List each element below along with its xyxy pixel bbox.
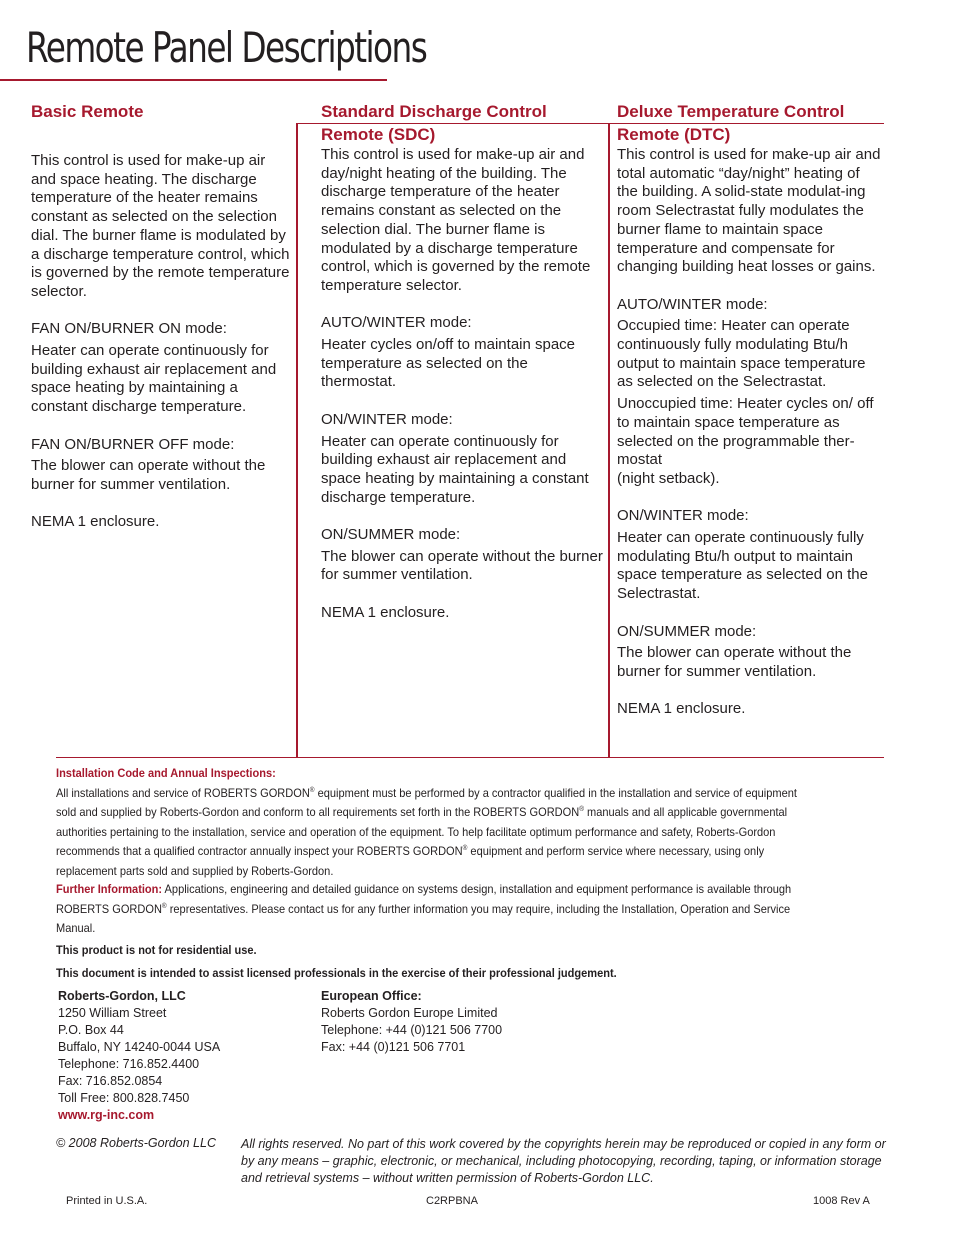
dtc-remote-heading: Deluxe Temperature Control xyxy=(617,102,845,121)
address-line: Toll Free: 800.828.7450 xyxy=(58,1091,190,1105)
us-office-address xyxy=(58,988,220,1124)
residential-notice: This product is not for residential use. xyxy=(56,943,257,957)
mode-label: AUTO/WINTER mode: xyxy=(321,314,472,332)
further-information-heading: Further Information: xyxy=(56,882,163,896)
sdc-remote-heading-line2: Remote (SDC) xyxy=(321,125,436,144)
sdc-remote-intro: This control is used for make-up air and day/night heating of the building. The discharge temperature of the heater remains constant as selected on the selection dial. The burner flame is modulated by a discharge temperature control, which is governed by the remote temperature selector. xyxy=(321,146,591,294)
enclosure-note: NEMA 1 enclosure. xyxy=(321,603,450,621)
sdc-remote-heading: Standard Discharge Control xyxy=(321,102,547,121)
basic-remote-column xyxy=(31,100,293,532)
columns-bottom-rule xyxy=(56,757,884,758)
installation-section xyxy=(56,764,820,881)
page-title: Remote Panel Descriptions xyxy=(26,23,427,72)
mode-text: The blower can operate without the burner for summer ventilation. xyxy=(321,547,603,584)
dtc-remote-heading-line2: Remote (DTC) xyxy=(617,125,731,144)
address-line: Fax: 716.852.0854 xyxy=(58,1074,163,1088)
document-code: C2RPBNA xyxy=(426,1195,478,1207)
mode-text: Heater can operate continuously for building exhaust air replacement and space heating by maintaining a constant discharge temperature. xyxy=(31,342,277,416)
us-office-name: Roberts-Gordon, LLC xyxy=(58,989,186,1003)
address-line: Buffalo, NY 14240-0044 USA xyxy=(58,1040,221,1054)
mode-label: ON/SUMMER mode: xyxy=(617,622,757,640)
sdc-remote-column xyxy=(321,100,605,623)
mode-text: The blower can operate without the burner for summer ventilation. xyxy=(31,457,266,493)
address-line: 1250 William Street xyxy=(58,1006,167,1020)
unoccupied-time-text: Unoccupied time: Heater cycles on/ off to maintain space temperature as selected on the programmable ther-mostat xyxy=(617,395,874,469)
dtc-remote-intro: This control is used for make-up air and total automatic “day/night” heating of the building. A solid-state modulat-ing room Selectrastat fully modulates the burner flame to maintain space temperature and compensate for changing building heat losses or gains. xyxy=(617,146,881,276)
column-divider-1 xyxy=(296,123,298,757)
mode-text: Heater cycles on/off to maintain space temperature as selected on the thermostat. xyxy=(321,336,576,391)
night-setback-note: (night setback). xyxy=(617,469,720,487)
basic-remote-intro: This control is used for make-up air and space heating. The discharge temperature of the heater remains constant as selected on the selection dial. The burner flame is modulated by a discharge temperature control, which is governed by the remote temperature selector. xyxy=(31,152,290,300)
occupied-time-text: Occupied time: Heater can operate continuously fully modulating Btu/h output to maintain space temperature as selected on the Selectrastat. xyxy=(617,317,866,391)
mode-label: FAN ON/BURNER OFF mode: xyxy=(31,435,235,453)
eu-office-name: European Office: xyxy=(321,989,422,1003)
mode-label: AUTO/WINTER mode: xyxy=(617,295,768,313)
address-line: Telephone: 716.852.4400 xyxy=(58,1057,200,1071)
further-information-text: Applications, engineering and detailed guidance on systems design, installation and equipment performance is available through ROBERTS GORDON xyxy=(56,882,792,916)
further-information-section: Further Information: Applications, engineering and detailed guidance on systems design, installation and equipment performance is available through ROBERTS GORDON® representatives. Please contact us for any further information you may require, including the Installation, Operation and Service Manual. xyxy=(56,882,792,935)
rights-reserved-text: All rights reserved. No part of this work covered by the copyrights herein may be reproduced or copied in any form or by any means – graphic, electronic, or mechanical, including photocopying, recording, taping, or information storage and retrieval systems – without written permission of Roberts-Gordon LLC. xyxy=(241,1137,886,1185)
mode-label: ON/WINTER mode: xyxy=(321,410,453,428)
basic-remote-heading: Basic Remote xyxy=(31,102,144,121)
eu-office-address xyxy=(321,988,502,1056)
enclosure-note: NEMA 1 enclosure. xyxy=(617,700,746,718)
mode-label: ON/WINTER mode: xyxy=(617,507,749,525)
mode-text: The blower can operate without the burner for summer ventilation. xyxy=(617,644,852,680)
enclosure-note: NEMA 1 enclosure. xyxy=(31,513,160,531)
copyright-notice: © 2008 Roberts-Gordon LLC xyxy=(56,1136,216,1150)
mode-text: Heater can operate continuously fully modulating Btu/h output to maintain space temperature as selected on the Selectrastat. xyxy=(617,529,868,603)
address-line: Roberts Gordon Europe Limited xyxy=(321,1006,498,1020)
dtc-remote-column xyxy=(617,100,883,719)
mode-label: FAN ON/BURNER ON mode: xyxy=(31,320,227,338)
printed-in-label: Printed in U.S.A. xyxy=(66,1195,148,1207)
mode-label: ON/SUMMER mode: xyxy=(321,526,461,544)
mode-text: Heater can operate continuously for building exhaust air replacement and space heating by maintaining a constant discharge temperature. xyxy=(321,432,589,506)
address-line: Telephone: +44 (0)121 506 7700 xyxy=(321,1023,503,1037)
address-line: P.O. Box 44 xyxy=(58,1023,124,1037)
professional-notice: This document is intended to assist licensed professionals in the exercise of their professional judgement. xyxy=(56,966,617,980)
installation-heading: Installation Code and Annual Inspections: xyxy=(56,766,276,780)
title-underline xyxy=(0,79,387,81)
website-link[interactable]: www.rg-inc.com xyxy=(58,1108,155,1122)
revision-label: 1008 Rev A xyxy=(813,1195,870,1207)
address-line: Fax: +44 (0)121 506 7701 xyxy=(321,1040,466,1054)
installation-text: All installations and service of ROBERTS GORDON® equipment must be performed by a contractor qualified in the installation and service of equipment sold and supplied by Roberts-Gordon and conform to all requirements set forth in the ROBERTS GORDON® manuals and all applicable governmental authorities pertaining to the installation, service and operation of the equipment. To help facilitate optimum performance and safety, Roberts-Gordon recommends that a qualified contractor annually inspect your ROBERTS GORDON® equipment and perform service where necessary, using only replacement parts sold and supplied by Roberts-Gordon. xyxy=(56,785,797,878)
column-divider-2 xyxy=(608,123,610,757)
